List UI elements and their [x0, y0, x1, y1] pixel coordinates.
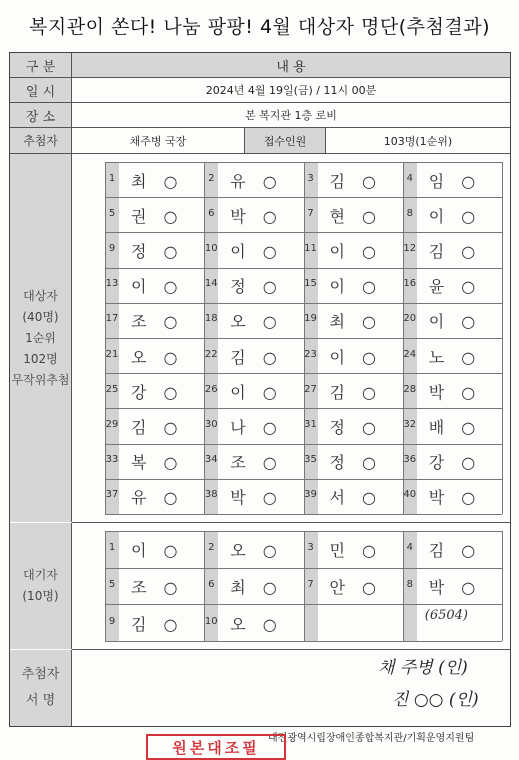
date-row: [10, 78, 510, 103]
selected-entry-number: 37: [105, 489, 119, 501]
selected-entry-name: 이 ○: [428, 206, 482, 226]
recv-label: 접수인원: [245, 128, 326, 153]
selected-entry: [105, 408, 204, 443]
waiting-entry: [304, 568, 403, 605]
selected-entry: [403, 408, 502, 443]
document-title: 복지관이 쏜다! 나눔 팡팡! 4월 대상자 명단(추첨결과): [29, 16, 490, 38]
selected-entry-number: 10: [204, 242, 218, 254]
selected-entry: [304, 162, 403, 197]
selected-entry-name: 임 ○: [428, 171, 482, 191]
organization-footer: 대전광역시립장애인종합복지관/기획운영지원팀: [268, 733, 475, 744]
selected-entry: [204, 162, 303, 197]
waiting-entry-number: 5: [108, 578, 116, 590]
selected-entry-number: 28: [403, 383, 417, 395]
original-copy-stamp: 원본대조필: [146, 734, 286, 760]
drawer-name: 채주병 국장: [72, 128, 245, 153]
selected-entry-number: 2: [208, 172, 215, 184]
selected-entry-number: 35: [304, 454, 317, 466]
selected-entry-name: 유 ○: [230, 171, 283, 191]
selected-entry: [204, 479, 303, 514]
selected-entry: [105, 338, 204, 373]
selected-entry: [403, 197, 502, 232]
selected-entry-number: 18: [204, 313, 218, 325]
selected-entry: [304, 444, 403, 479]
waiting-entry-name: 김 ○: [428, 541, 482, 561]
selected-entry-name: 강 ○: [131, 382, 184, 402]
waiting-entry-number: 8: [406, 578, 413, 590]
selected-label-line: 102명: [23, 351, 58, 366]
gubun-label: 구 분: [10, 53, 72, 77]
waiting-entry: [105, 568, 204, 605]
waiting-entry: [105, 531, 204, 568]
selected-label-line: 무작위추첨: [11, 372, 70, 387]
waiting-label: [10, 523, 72, 649]
selected-entry: [304, 197, 403, 232]
selected-entry-name: 오 ○: [131, 347, 184, 367]
selected-entry-number: 33: [105, 454, 119, 466]
waiting-entry-name: 박 ○: [428, 577, 482, 597]
selected-entry-number: 16: [403, 278, 417, 290]
selected-entry: [304, 373, 403, 408]
selected-entry: [204, 232, 303, 267]
selected-entry: [204, 338, 303, 373]
selected-entry: [403, 338, 502, 373]
selected-entry-name: 김 ○: [428, 241, 482, 261]
waiting-entry: [204, 531, 303, 568]
waiting-entry: [403, 531, 502, 568]
waiting-entry-name: 이 ○: [131, 541, 184, 561]
selected-entry: [304, 479, 403, 514]
recv-value: 103명(1순위): [383, 134, 453, 148]
signer-label: [10, 650, 72, 726]
selected-entry-name: 박 ○: [230, 206, 283, 226]
selected-entry: [204, 444, 303, 479]
selected-entry-number: 8: [406, 207, 413, 219]
selected-entry-number: 14: [204, 278, 218, 290]
selected-entry-name: 정 ○: [329, 453, 383, 473]
waiting-grid-line: [105, 641, 502, 642]
selected-entry-number: 7: [307, 207, 314, 219]
signer-label-line: 추첨자: [21, 667, 60, 682]
selected-entry: [105, 268, 204, 303]
selected-entry-number: 21: [105, 348, 119, 360]
selected-entry: [105, 303, 204, 338]
selected-entry-number: 31: [304, 418, 317, 430]
waiting-entry-number: 1: [108, 542, 116, 554]
selected-entry: [204, 373, 303, 408]
selected-entry: [403, 479, 502, 514]
selected-entry: [403, 444, 502, 479]
waiting-entry: [204, 604, 303, 641]
selected-entry-number: 4: [406, 172, 413, 184]
selected-entry: [204, 408, 303, 443]
selected-entry-name: 조 ○: [131, 312, 184, 332]
selected-entry-name: 오 ○: [230, 312, 283, 332]
selected-entry-name: 조 ○: [230, 453, 283, 473]
waiting-entry-name: 조 ○: [131, 577, 184, 597]
waiting-entry-number: 10: [204, 615, 218, 627]
drawer-row: [10, 128, 510, 154]
selected-entry: [403, 303, 502, 338]
selected-entry-name: 유 ○: [131, 488, 184, 508]
waiting-entry: [204, 568, 303, 605]
waiting-entry-number: 3: [307, 542, 314, 554]
selected-entry-name: 정 ○: [329, 417, 383, 437]
selected-entry: [204, 268, 303, 303]
selected-entry: [105, 479, 204, 514]
selected-entry: [105, 162, 204, 197]
selected-label-line: (40명): [22, 309, 59, 324]
selected-entry: [304, 408, 403, 443]
selected-entry: [304, 303, 403, 338]
selected-entry-number: 25: [105, 383, 119, 395]
waiting-label-line: (10명): [22, 589, 59, 603]
drawer-label: 추첨자: [10, 128, 72, 153]
selected-entry-name: 정 ○: [131, 241, 184, 261]
selected-entry-number: 26: [204, 383, 218, 395]
selected-entry-number: 23: [304, 348, 317, 360]
selected-entry-number: 39: [304, 489, 317, 501]
selected-entry: [403, 162, 502, 197]
waiting-entry: [105, 604, 204, 641]
selected-entry-number: 13: [105, 278, 119, 290]
selected-entry-number: 6: [208, 207, 215, 219]
selected-entry-number: 29: [105, 418, 119, 430]
selected-entry-name: 김 ○: [329, 171, 383, 191]
selected-entry-name: 박 ○: [230, 488, 283, 508]
selected-entry-number: 1: [108, 172, 116, 184]
selected-entry-name: 최 ○: [329, 312, 383, 332]
waiting-handwritten-note: (6504): [424, 608, 468, 624]
waiting-entry-name: 김 ○: [131, 614, 184, 634]
selected-entry-name: 박 ○: [428, 488, 482, 508]
selected-entry-name: 이 ○: [428, 312, 482, 332]
selected-entry: [105, 444, 204, 479]
selected-entry-number: 5: [108, 207, 116, 219]
selected-entry-number: 32: [403, 418, 417, 430]
waiting-entry-name: 최 ○: [230, 577, 283, 597]
selected-entry-name: 권 ○: [131, 206, 184, 226]
selected-entry-number: 38: [204, 489, 218, 501]
date-label: 일 시: [10, 78, 72, 102]
selected-entry-number: 17: [105, 313, 119, 325]
selected-entry: [105, 197, 204, 232]
selected-entry-number: 36: [403, 454, 417, 466]
selected-entry-number: 27: [304, 383, 317, 395]
waiting-entry-name: 오 ○: [230, 541, 283, 561]
waiting-grid: [72, 523, 510, 650]
signature-2: 진 ○○ (인): [392, 690, 479, 710]
selected-entry: [304, 268, 403, 303]
selected-entry-number: 22: [204, 348, 218, 360]
signer-label-line: 서 명: [25, 693, 56, 708]
selected-entry-name: 김 ○: [131, 417, 184, 437]
selected-entry-number: 3: [307, 172, 314, 184]
content-label: 내 용: [72, 53, 510, 77]
selected-grid-line: [502, 162, 503, 514]
waiting-entry-number: 2: [208, 542, 215, 554]
selected-label-line: 1순위: [25, 330, 56, 345]
selected-entry-name: 정 ○: [230, 277, 283, 297]
selected-entry-number: 9: [108, 242, 116, 254]
selected-entry-name: 이 ○: [329, 277, 383, 297]
waiting-entry-name: 안 ○: [329, 577, 383, 597]
selected-entry-name: 최 ○: [131, 171, 184, 191]
waiting-entry: [304, 531, 403, 568]
selected-entry-number: 40: [403, 489, 417, 501]
selected-entry: [403, 373, 502, 408]
selected-entry-number: 34: [204, 454, 218, 466]
selected-entry-name: 강 ○: [428, 453, 482, 473]
waiting-entry-number: 4: [406, 542, 413, 554]
selected-entry-name: 나 ○: [230, 417, 283, 437]
waiting-entry-number: 6: [208, 578, 215, 590]
selected-grid: [72, 154, 510, 523]
selected-entry-number: 24: [403, 348, 417, 360]
selected-entry-name: 윤 ○: [428, 277, 482, 297]
waiting-grid-line: [502, 531, 503, 641]
selected-entry-name: 노 ○: [428, 347, 482, 367]
waiting-entry-name: 오 ○: [230, 614, 283, 634]
place-row: [10, 103, 510, 128]
signature-1: 채 주병 (인): [378, 658, 468, 678]
waiting-entry: [403, 568, 502, 605]
selected-entry-name: 서 ○: [329, 488, 383, 508]
waiting-entry-number: 7: [307, 578, 314, 590]
selected-entry-name: 이 ○: [230, 382, 283, 402]
selected-entry: [204, 197, 303, 232]
selected-entry: [105, 232, 204, 267]
selected-grid-line: [105, 514, 502, 515]
selected-entry: [304, 232, 403, 267]
result-sheet: [9, 52, 511, 727]
selected-entry: [403, 232, 502, 267]
selected-label: [10, 154, 72, 522]
waiting-label-line: 대기자: [23, 568, 58, 582]
selected-entry-number: 20: [403, 313, 417, 325]
selected-entry-number: 15: [304, 278, 317, 290]
selected-entry: [304, 338, 403, 373]
place-value: 본 복지관 1층 로비: [245, 109, 337, 122]
selected-entry-name: 김 ○: [230, 347, 283, 367]
selected-entry-name: 이 ○: [230, 241, 283, 261]
selected-entry: [105, 373, 204, 408]
date-value: 2024년 4월 19일(금) / 11시 00분: [205, 84, 377, 97]
selected-entry-name: 박 ○: [428, 382, 482, 402]
selected-label-line: 대상자: [23, 288, 58, 303]
selected-entry: [204, 303, 303, 338]
selected-entry-name: 배 ○: [428, 417, 482, 437]
waiting-entry-number: 9: [108, 615, 116, 627]
selected-entry-name: 김 ○: [329, 382, 383, 402]
selected-entry-name: 이 ○: [131, 277, 184, 297]
selected-entry-number: 30: [204, 418, 218, 430]
selected-entry-name: 이 ○: [329, 347, 383, 367]
selected-entry-number: 12: [403, 242, 417, 254]
selected-entry-name: 현 ○: [329, 206, 383, 226]
place-label: 장 소: [10, 103, 72, 127]
selected-entry-name: 복 ○: [131, 453, 184, 473]
waiting-entry-name: 민 ○: [329, 541, 383, 561]
header-row: [10, 53, 510, 78]
selected-entry-number: 11: [304, 242, 317, 254]
selected-entry-name: 이 ○: [329, 241, 383, 261]
selected-entry-number: 19: [304, 313, 317, 325]
selected-entry: [403, 268, 502, 303]
